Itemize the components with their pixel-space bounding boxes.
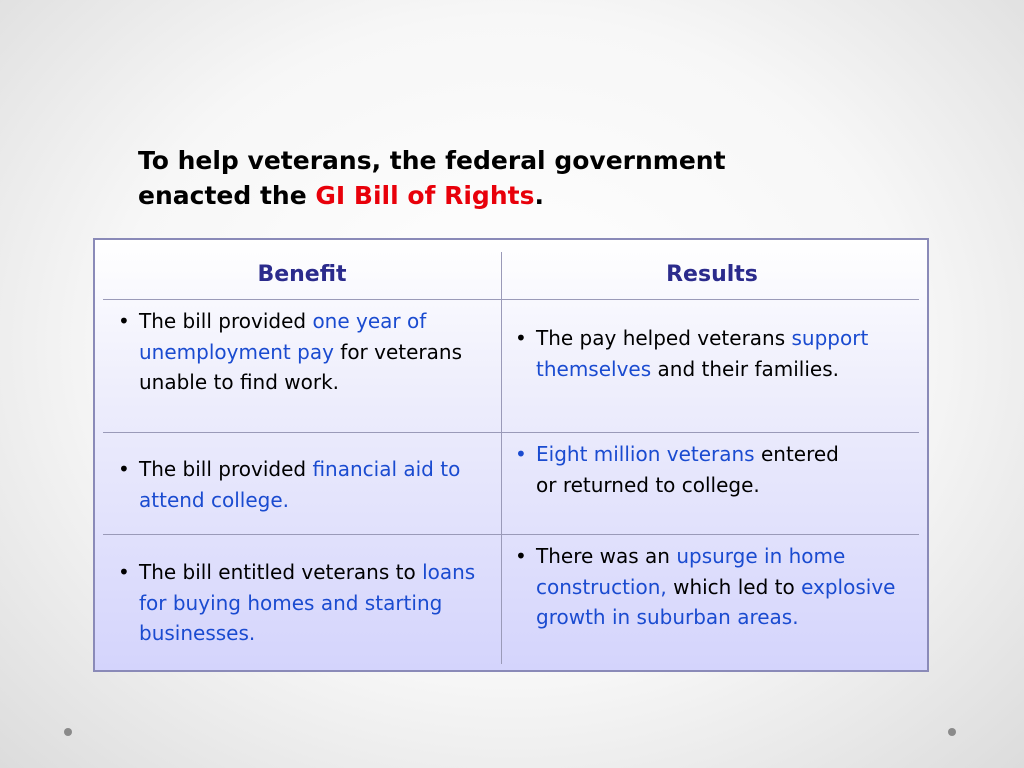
result-cell-2 — [512, 439, 852, 500]
result-3-highlight: upsurge in home construction, — [536, 544, 846, 599]
benefit-cell-2 — [115, 454, 485, 515]
benefit-1-text: The bill provided — [139, 309, 313, 333]
heading-line2-suffix: . — [534, 181, 544, 210]
result-3-text-mid: which led to — [666, 574, 802, 599]
bullet: • — [118, 457, 130, 481]
header-divider — [103, 299, 919, 300]
slide-heading — [138, 143, 898, 213]
bullet: • — [515, 544, 527, 568]
result-1-highlight: support themselves — [536, 326, 869, 381]
result-1-text-end: and their families. — [651, 356, 839, 381]
result-2-text: entered or returned to college. — [536, 442, 839, 497]
benefit-2-text: The bill provided — [139, 457, 313, 481]
result-3-text: There was an — [536, 544, 677, 568]
result-cell-3 — [512, 541, 902, 633]
benefit-3-highlight: loans for buying homes and starting businesses. — [139, 560, 476, 645]
row-divider-2 — [103, 534, 919, 535]
benefit-1-highlight: one year of unemployment pay — [139, 309, 427, 364]
bullet: • — [118, 309, 130, 333]
result-cell-1 — [512, 323, 902, 384]
row-divider-1 — [103, 432, 919, 433]
benefit-1-text-end: for veterans unable to find work. — [139, 339, 462, 394]
benefit-2-highlight: financial aid to attend college. — [139, 457, 461, 512]
benefits-table — [93, 238, 929, 672]
bullet: • — [515, 442, 527, 466]
heading-highlight: GI Bill of Rights — [315, 181, 535, 210]
bullet: • — [118, 560, 130, 584]
heading-line1: To help veterans, the federal government — [138, 146, 726, 175]
benefit-cell-1 — [115, 306, 485, 398]
corner-dot-left — [64, 728, 72, 736]
benefit-cell-3 — [115, 557, 485, 649]
bullet: • — [515, 326, 527, 350]
result-2-highlight: Eight million veterans — [536, 442, 755, 466]
corner-dot-right — [948, 728, 956, 736]
result-1-text: The pay helped veterans — [536, 326, 792, 350]
header-results: Results — [666, 262, 758, 287]
heading-line2-prefix: enacted the — [138, 181, 316, 210]
benefit-3-text: The bill entitled veterans to — [139, 560, 423, 584]
header-benefit: Benefit — [257, 262, 347, 287]
result-3-highlight-2: explosive growth in suburban areas. — [536, 574, 896, 629]
column-divider — [501, 252, 502, 664]
